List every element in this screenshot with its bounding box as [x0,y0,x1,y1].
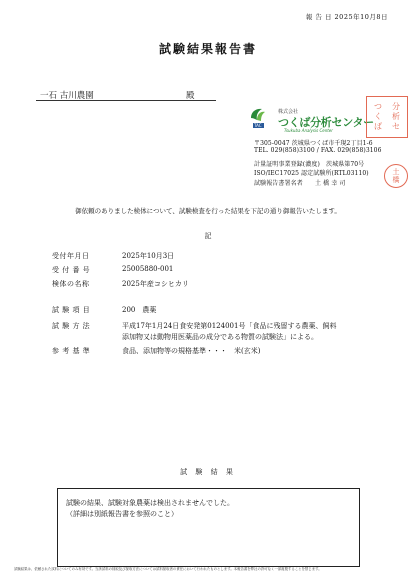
seal-char: 土 [392,168,400,176]
seal-char: 橋 [392,176,400,184]
detail-value-continued: 添加物又は動物用医薬品の成分である物質の試験法」による。 [122,333,318,341]
detail-label: 受 付 番 号 [52,266,91,274]
ki-heading: 記 [204,232,212,240]
footer-disclaimer: 試験結果は、依頼された試料についてのみ有効です。当該試料の採取及び採取方法については試料採取者の責任において行われたものとします。本報告書を弊社の許可なく一部複製することを禁じます。 [14,567,322,571]
detail-value: 2025年10月3日 [122,252,175,260]
detail-label: 試 験 項 目 [52,306,91,314]
company-logo-name: つくば分析センター [278,116,374,129]
company-iso: ISO/IEC17025 認定試験所(RTL03110) [254,170,369,177]
client-honorific: 殿 [186,91,195,101]
company-logo-prefix: 株式会社 [278,109,299,115]
company-address: 〒305-0047 茨城県つくば市千現2丁目1-6 [254,140,373,147]
svg-text:TAC: TAC [254,123,262,128]
detail-value: 2025年産コシヒカリ [122,280,189,288]
report-date: 報 告 日 2025年10月8日 [305,13,388,21]
client-line [36,89,216,101]
signer-seal [384,164,408,188]
company-logo-icon [248,106,268,130]
seal-char: ば [374,122,382,131]
detail-value: 200 農薬 [122,306,157,314]
company-seal [366,96,408,138]
page-title: 試験結果報告書 [158,42,257,56]
results-note: （詳細は別紙報告書を参照のこと） [66,510,178,518]
detail-label: 試 験 方 法 [52,322,91,330]
seal-char: く [374,112,382,121]
results-line: 試験の結果、試験対象農薬は検出されませんでした。 [66,499,234,507]
results-heading: 試 験 結 果 [180,468,236,476]
detail-value: 平成17年1月24日食安発第0124001号「食品に残留する農薬、飼料 [122,322,337,330]
company-logo-english: Tsukuba Analysis Center [284,128,333,133]
client-name: 一石 古川農園 [40,91,94,101]
detail-value: 25005880-001 [122,265,174,273]
intro-text: 御依頼のありました検体について、試験検査を行った結果を下記の通り御報告いたします。 [75,207,341,215]
seal-char: セ [392,122,400,131]
seal-char: つ [374,102,382,111]
company-phone: TEL. 029(858)3100 / FAX. 029(858)3106 [254,147,382,154]
detail-label: 受付年月日 [52,252,90,260]
company-registration: 計量証明事業登録(濃度) 茨城県第70号 [254,161,365,168]
detail-label: 検体の名称 [52,280,90,288]
company-signer: 試験報告書署名者 土 橋 幸 司 [254,180,346,187]
detail-value: 食品、添加物等の規格基準・・・ 米(玄米) [122,347,261,355]
seal-char: 析 [392,112,400,121]
seal-char: 分 [392,102,400,111]
detail-label: 参 考 基 準 [52,347,91,355]
